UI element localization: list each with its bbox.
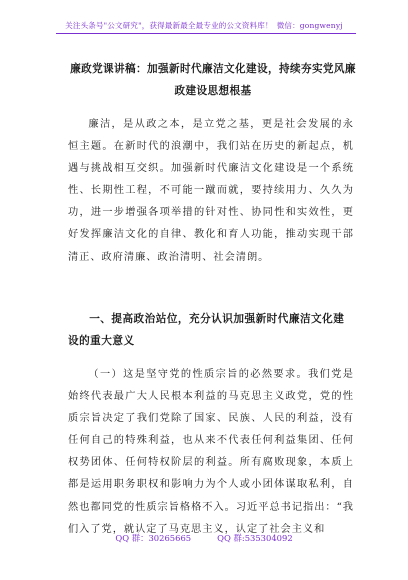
header-banner [0, 20, 408, 31]
header-promo-text: 关注头条号"公文研究"，获得最新最全最专业的公文资料库！ [65, 21, 273, 30]
section-paragraph-1: （一）这是坚守党的性质宗旨的必然要求。我们党是始终代表最广大人民根本利益的马克思主义政党，党的性质宗旨决定了我们党除了国家、民族、人民的利益，没有任何自己的特殊利益，也从来不代表任何利益集团、任何权势团体、任何特权阶层的利益。所有腐败现象，本质上都是运用职务职权和影响力为个人或小团体谋取私利，自然也都同党的性质宗旨格格不入。习近平总书记指出：“我们入了党，就认定了马克思主义，认定了社会主义和 [68, 369, 354, 535]
document-title: 廉政党课讲稿：加强新时代廉洁文化建设，持续夯实党风廉政建设思想根基 [70, 63, 356, 97]
footer-banner [0, 532, 408, 544]
header-divider [56, 33, 356, 34]
footer-qq-group-2: QQ 群:535304092 [217, 533, 293, 543]
footer-qq-group-1: QQ 群：30265665 [115, 533, 192, 543]
header-wechat-id: 微信：gongwenyj [276, 21, 343, 30]
intro-paragraph: 廉洁，是从政之本，是立党之基，更是社会发展的永恒主题。在新时代的浪潮中，我们站在历史的新起点，机遇与挑战相互交织。加强新时代廉洁文化建设是一个系统性、长期性工程，不可能一蹴而就，要持续用力、久久为功，进一步增强各项举措的针对性、协同性和实效性，更好发挥廉洁文化的自律、教化和育人功能，推动实现干部清正、政府清廉、政治清明、社会清朗。 [68, 119, 354, 263]
section-heading-1: 一、提高政治站位，充分认识加强新时代廉洁文化建设的重大意义 [68, 313, 345, 347]
